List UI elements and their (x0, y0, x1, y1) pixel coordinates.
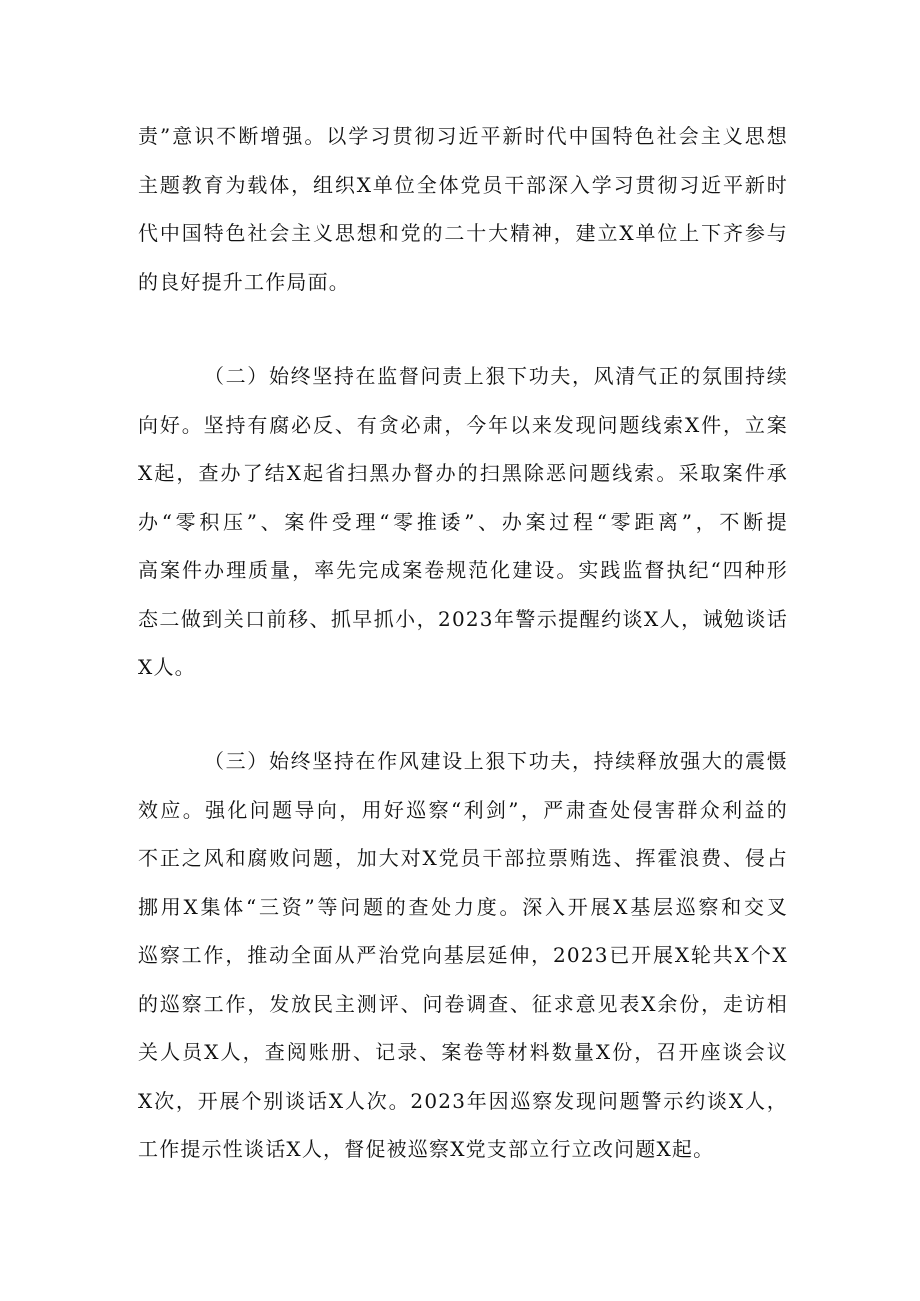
text-line: X次，开展个别谈话X人次。2023年因巡察发现问题警示约谈X人， (138, 1088, 788, 1113)
text-line: 主题教育为载体，组织X单位全体党员干部深入学习贯彻习近平新时 (138, 172, 788, 197)
paragraph-1 (138, 112, 788, 306)
text-line: 的良好提升工作局面。 (138, 269, 350, 294)
text-line: X人。 (138, 655, 196, 679)
text-line: 效应。强化问题导向，用好巡察“利剑”，严肃查处侵害群众利益的 (138, 797, 788, 822)
text-line: （三）始终坚持在作风建设上狠下功夫，持续释放强大的震慑 (204, 749, 788, 773)
text-line: 关人员X人，查阅账册、记录、案卷等材料数量X份，召开座谈会议 (138, 1040, 788, 1064)
text-line: 态二做到关口前移、抓早抓小，2023年警示提醒约谈X人，诫勉谈话 (138, 606, 788, 631)
text-line: 的巡察工作，发放民主测评、问卷调查、征求意见表X余份，走访相 (138, 991, 788, 1016)
text-line: 挪用X集体“三资”等问题的查处力度。深入开展X基层巡察和交叉 (138, 894, 788, 919)
text-line: 不正之风和腐败问题，加大对X党员干部拉票贿选、挥霍浪费、侵占 (138, 846, 788, 870)
text-line: X起，查办了结X起省扫黑办督办的扫黑除恶问题线索。采取案件承 (138, 461, 788, 485)
text-line: 巡察工作，推动全面从严治党向基层延伸，2023已开展X轮共X个X (138, 943, 788, 967)
text-line: 责”意识不断增强。以学习贯彻习近平新时代中国特色社会主义思想 (138, 124, 788, 148)
text-line: 工作提示性谈话X人，督促被巡察X党支部立行立改问题X起。 (138, 1137, 715, 1161)
text-line: 高案件办理质量，率先完成案卷规范化建设。实践监督执纪“四种形 (138, 558, 788, 582)
text-line: 向好。坚持有腐必反、有贪必肃，今年以来发现问题线索X件，立案 (138, 412, 788, 437)
text-line: 代中国特色社会主义思想和党的二十大精神，建立X单位上下齐参与 (138, 221, 788, 245)
text-line: 办“零积压”、案件受理“零推诿”、办案过程“零距离”，不断提 (138, 509, 788, 534)
paragraph-2 (138, 352, 788, 692)
paragraph-3 (138, 737, 788, 1174)
text-line: （二）始终坚持在监督问责上狠下功夫，风清气正的氛围持续 (204, 364, 788, 388)
